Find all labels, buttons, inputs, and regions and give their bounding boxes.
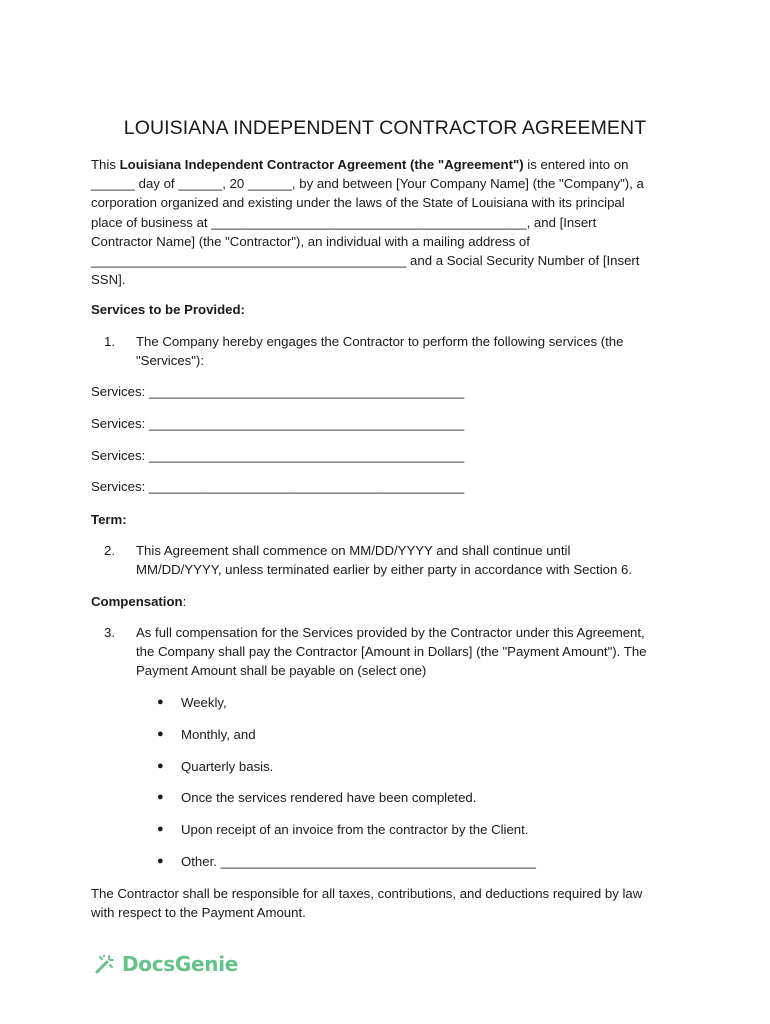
closing-line-1: The Contractor shall be responsible for all taxes, contributions, and deductions required by law: [91, 886, 643, 901]
item-line: MM/DD/YYYY, unless terminated earlier by either party in accordance with Section 6.: [136, 562, 632, 578]
item-body: [136, 332, 623, 370]
bullet-text: Once the services rendered have been completed.: [181, 790, 477, 805]
numbered-item-1: [91, 332, 691, 372]
item-line: "Services"):: [136, 353, 204, 369]
document-title: LOUISIANA INDEPENDENT CONTRACTOR AGREEMENT: [123, 117, 647, 139]
compensation-heading-line: [91, 592, 186, 611]
item-number: 1.: [104, 334, 115, 349]
intro-prefix: This: [91, 157, 120, 172]
intro-line-2: ______ day of ______, 20 ______, by and between [Your Company Name] (the "Company"), a: [91, 176, 644, 192]
item-body: [136, 623, 647, 681]
bullet-text: Monthly, and: [181, 727, 256, 742]
item-body: [136, 541, 632, 579]
bullet-text: Weekly,: [181, 695, 227, 710]
magic-wand-icon: [94, 953, 116, 975]
item-line: the Company shall pay the Contractor [Amount in Dollars] (the "Payment Amount"). The: [136, 644, 647, 660]
services-line-2: Services: ___________________________________________: [91, 416, 465, 431]
compensation-heading: Compensation: [91, 594, 183, 609]
compensation-colon: :: [182, 594, 187, 609]
intro-line-5: Contractor Name] (the "Contractor"), an individual with a mailing address of: [91, 233, 530, 249]
bullet-text: Upon receipt of an invoice from the contractor by the Client.: [181, 822, 529, 837]
intro-line-1: [91, 155, 691, 174]
item-line: Payment Amount shall be payable on (select one): [136, 663, 427, 679]
bullet-icon: ●: [157, 823, 164, 835]
docsgenie-logo: [94, 950, 238, 978]
intro-line-1-rest: is entered into on: [523, 157, 629, 172]
term-heading: Term:: [91, 512, 127, 527]
closing-paragraph: [91, 884, 642, 922]
bullet-icon: ●: [157, 791, 164, 803]
bullet-text: Other. ___________________________________________: [181, 854, 536, 869]
item-line: This Agreement shall commence on MM/DD/YYYY and shall continue until: [136, 543, 571, 558]
bullet-icon: ●: [157, 696, 164, 708]
intro-line-3: corporation organized and existing under the laws of the State of Louisiana with its principal: [91, 195, 625, 211]
bullet-text: Quarterly basis.: [181, 759, 274, 774]
services-heading: Services to be Provided:: [91, 302, 245, 317]
item-number: 2.: [104, 543, 115, 558]
intro-line-4: place of business at ___________________________________________, and [Insert: [91, 214, 597, 230]
intro-paragraph: [91, 155, 691, 289]
item-number: 3.: [104, 625, 115, 640]
numbered-item-3: [91, 623, 691, 683]
services-line-1: Services: ___________________________________________: [91, 384, 465, 399]
bullet-icon: ●: [157, 760, 164, 772]
intro-line-6: ___________________________________________ and a Social Security Number of [Insert: [91, 253, 640, 269]
bullet-icon: ●: [157, 855, 164, 867]
item-line: As full compensation for the Services provided by the Contractor under this Agreement,: [136, 625, 645, 640]
item-line: The Company hereby engages the Contractor to perform the following services (the: [136, 334, 624, 349]
numbered-item-2: [91, 541, 691, 581]
services-line-3: Services: ___________________________________________: [91, 448, 465, 463]
logo-text: DocsGenie: [122, 952, 239, 976]
services-line-4: Services: ___________________________________________: [91, 479, 465, 494]
intro-line-7: SSN].: [91, 272, 126, 288]
bullet-icon: ●: [157, 728, 164, 740]
agreement-name: Louisiana Independent Contractor Agreement (the "Agreement"): [119, 157, 524, 172]
closing-line-2: with respect to the Payment Amount.: [91, 905, 306, 921]
